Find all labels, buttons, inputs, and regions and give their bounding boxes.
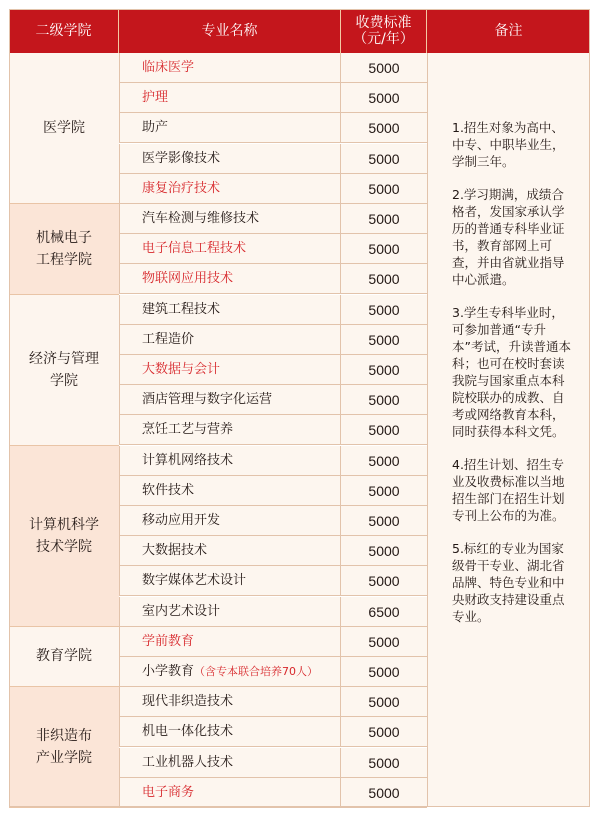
major-name bbox=[119, 687, 341, 717]
major-name bbox=[119, 83, 341, 113]
major-name-text: 烹饪工艺与营养 bbox=[142, 422, 234, 438]
major-name-text: 建筑工程技术 bbox=[142, 301, 221, 317]
major-name-text: 助产 bbox=[142, 120, 169, 136]
college-name-line: 经济与管理 bbox=[29, 350, 99, 367]
college-cell bbox=[9, 687, 119, 808]
major-name bbox=[119, 446, 341, 476]
college-name bbox=[29, 348, 99, 392]
table-row bbox=[119, 234, 427, 264]
major-name bbox=[119, 415, 341, 445]
fee-value: 5000 bbox=[368, 543, 400, 560]
major-name bbox=[119, 748, 341, 778]
note-item: 2.学习期满，成绩合格者，发国家承认学历的普通专科毕业证书，教育部网上可查，并由省就业指导中心派遣。 bbox=[452, 187, 565, 287]
fee-value: 5000 bbox=[368, 362, 400, 378]
fee-value: 5000 bbox=[368, 482, 400, 499]
fee-value: 5000 bbox=[368, 422, 400, 439]
college-name-line: 机械电子 bbox=[36, 229, 92, 246]
major-name bbox=[119, 778, 341, 808]
college-name bbox=[43, 117, 85, 139]
table-row bbox=[119, 204, 427, 234]
major-name bbox=[119, 597, 341, 627]
major-name bbox=[119, 234, 341, 264]
major-name-text: 康复治疗技术 bbox=[142, 180, 221, 196]
table-row bbox=[119, 295, 427, 325]
table-row bbox=[119, 385, 427, 415]
major-name bbox=[119, 113, 341, 143]
college-name-line: 非织造布 bbox=[36, 728, 92, 745]
college-name bbox=[36, 645, 92, 667]
major-name-text: 数字媒体艺术设计 bbox=[142, 573, 247, 589]
major-name bbox=[119, 627, 341, 657]
table-row bbox=[119, 83, 427, 113]
major-name-text: 大数据技术 bbox=[142, 543, 208, 559]
fee-value: 5000 bbox=[368, 180, 400, 197]
college-cell bbox=[9, 295, 119, 446]
fee-value: 5000 bbox=[368, 120, 400, 137]
college-name-line: 产业学院 bbox=[36, 750, 92, 767]
table-row bbox=[119, 113, 427, 143]
major-name-text: 移动应用开发 bbox=[142, 513, 221, 528]
table-row bbox=[119, 355, 427, 385]
fee-value: 5000 bbox=[368, 452, 400, 469]
fee-value: 5000 bbox=[368, 784, 400, 801]
header-fee-line2: （元/年） bbox=[353, 31, 414, 47]
college-name-line: 教育学院 bbox=[36, 648, 92, 665]
major-note: （含专本联合培养70人） bbox=[194, 665, 319, 678]
major-name-text: 汽车检测与维修技术 bbox=[142, 211, 260, 226]
fee-value: 6500 bbox=[368, 603, 400, 620]
table-row bbox=[119, 415, 427, 445]
table-row bbox=[119, 264, 427, 294]
table-row bbox=[119, 687, 427, 717]
major-name-text: 临床医学 bbox=[142, 60, 195, 75]
fee-value: 5000 bbox=[368, 724, 400, 741]
fee-value: 5000 bbox=[368, 694, 400, 711]
header-major: 专业名称 bbox=[119, 9, 341, 53]
major-name bbox=[119, 174, 341, 204]
college-name-line: 工程学院 bbox=[36, 251, 92, 268]
fee-value: 5000 bbox=[368, 633, 400, 650]
major-name bbox=[119, 53, 341, 83]
major-name bbox=[119, 657, 341, 687]
college-name bbox=[36, 725, 92, 769]
major-name-text: 医学影像技术 bbox=[142, 150, 221, 166]
table-row bbox=[119, 627, 427, 657]
fee-value: 5000 bbox=[368, 664, 400, 680]
table-row bbox=[119, 144, 427, 174]
fee-value: 5000 bbox=[368, 301, 400, 318]
fee-value: 5000 bbox=[368, 392, 400, 409]
major-name bbox=[119, 325, 341, 355]
major-name-text: 机电一体化技术 bbox=[142, 724, 234, 740]
fee-value: 5000 bbox=[368, 513, 400, 529]
major-name-text: 酒店管理与数字化运营 bbox=[142, 392, 273, 408]
college-name bbox=[29, 514, 99, 558]
table-row bbox=[119, 657, 427, 687]
major-name-text: 学前教育 bbox=[142, 633, 195, 649]
major-name-text: 软件技术 bbox=[142, 482, 195, 498]
major-name-text: 室内艺术设计 bbox=[142, 603, 221, 619]
fee-value: 5000 bbox=[368, 271, 400, 288]
table-row bbox=[119, 476, 427, 506]
college-name bbox=[36, 227, 92, 271]
table-row bbox=[119, 53, 427, 83]
table-row bbox=[119, 566, 427, 596]
major-name-text: 物联网应用技术 bbox=[142, 271, 234, 287]
college-name-line: 学院 bbox=[50, 372, 78, 389]
major-name bbox=[119, 536, 341, 566]
header-fee-line1: 收费标准 bbox=[355, 15, 412, 31]
note-item: 5.标红的专业为国家级骨干专业、湖北省品牌、特色专业和中央财政支持建设重点专业。 bbox=[452, 541, 565, 624]
major-name bbox=[119, 144, 341, 174]
table-header bbox=[9, 9, 590, 53]
table-row bbox=[119, 446, 427, 476]
fee-value: 5000 bbox=[368, 573, 400, 590]
fee-value: 5000 bbox=[368, 60, 400, 76]
college-cell bbox=[9, 627, 119, 687]
major-name-text: 大数据与会计 bbox=[142, 362, 221, 377]
major-name bbox=[119, 717, 341, 747]
table-row bbox=[119, 174, 427, 204]
major-name-text: 现代非织造技术 bbox=[142, 694, 234, 710]
college-cell bbox=[9, 446, 119, 627]
major-name-text: 电子商务 bbox=[142, 784, 195, 800]
table-row bbox=[119, 748, 427, 778]
header-note: 备注 bbox=[494, 23, 523, 39]
header-college: 二级学院 bbox=[9, 9, 119, 53]
fee-value: 5000 bbox=[368, 754, 400, 771]
major-name-text: 计算机网络技术 bbox=[142, 452, 234, 468]
major-name-text: 工业机器人技术 bbox=[142, 754, 234, 770]
fee-value: 5000 bbox=[368, 211, 400, 227]
table-row bbox=[119, 506, 427, 536]
notes-column bbox=[427, 53, 590, 807]
note-item: 3.学生专科毕业时，可参加普通“专升本”考试，升读普通本科；也可在校时套读我院与国家重点本科院校联办的成教、自考或网络教育本科，同时获得本科文凭。 bbox=[452, 305, 571, 439]
major-name bbox=[119, 566, 341, 596]
table-row bbox=[119, 536, 427, 566]
college-name-line: 医学院 bbox=[43, 120, 85, 136]
college-cell bbox=[9, 53, 119, 204]
major-name bbox=[119, 355, 341, 385]
major-name-text: 护理 bbox=[142, 90, 169, 106]
major-name bbox=[119, 476, 341, 506]
note-item: 1.招生对象为高中、中专、中职毕业生，学制三年。 bbox=[452, 120, 565, 169]
table-row bbox=[119, 597, 427, 627]
table-row bbox=[119, 325, 427, 355]
major-name bbox=[119, 264, 341, 294]
college-cell bbox=[9, 204, 119, 295]
fee-value: 5000 bbox=[368, 150, 400, 167]
college-name-line: 技术学院 bbox=[36, 538, 92, 555]
table-row bbox=[119, 717, 427, 747]
header-fee bbox=[341, 9, 427, 53]
table-row bbox=[119, 778, 427, 808]
fee-value: 5000 bbox=[368, 331, 400, 348]
major-name bbox=[119, 385, 341, 415]
major-name-text: 工程造价 bbox=[142, 331, 195, 347]
fee-value: 5000 bbox=[368, 241, 400, 258]
note-item: 4.招生计划、招生专业及收费标准以当地招生部门在招生计划专刊上公布的为准。 bbox=[452, 457, 565, 523]
major-name-text: 电子信息工程技术 bbox=[142, 241, 247, 257]
fee-value: 5000 bbox=[368, 90, 400, 107]
major-name bbox=[119, 295, 341, 325]
college-name-line: 计算机科学 bbox=[29, 516, 99, 533]
major-name-text: 小学教育 bbox=[142, 664, 195, 679]
major-name bbox=[119, 204, 341, 234]
major-name bbox=[119, 506, 341, 536]
